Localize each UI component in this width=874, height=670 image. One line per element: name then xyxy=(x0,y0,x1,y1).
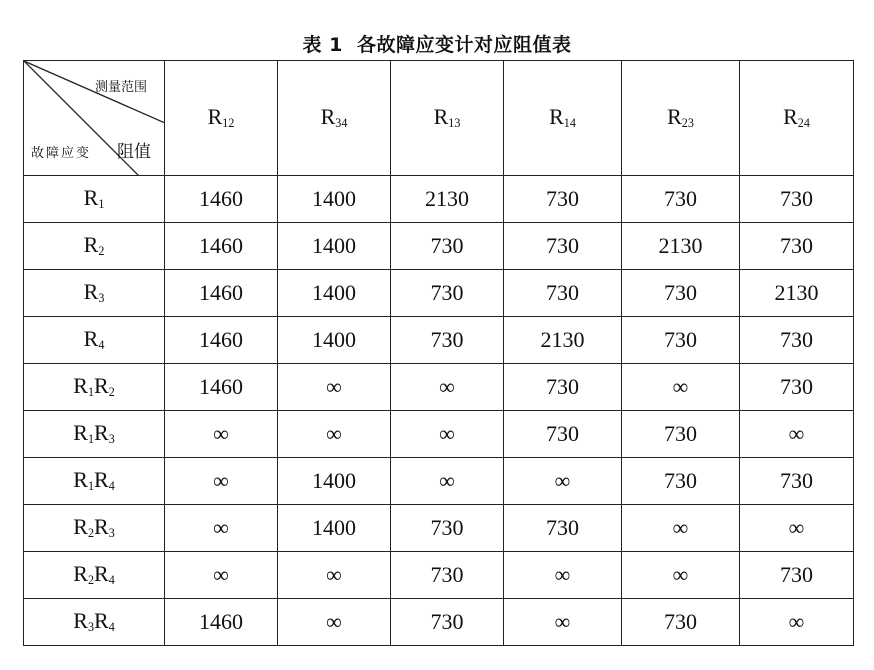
value-cell: ∞ xyxy=(165,411,278,458)
value-cell: 730 xyxy=(504,411,622,458)
value-cell: 1400 xyxy=(278,270,391,317)
table-row xyxy=(24,223,854,270)
r-symbol: R xyxy=(73,514,88,540)
value-cell: 730 xyxy=(391,223,504,270)
value-cell: 730 xyxy=(504,223,622,270)
value-cell: 730 xyxy=(740,176,854,223)
r-symbol: R xyxy=(94,561,109,587)
column-header xyxy=(622,61,740,176)
value-cell: 2130 xyxy=(504,317,622,364)
r-subscript: 2 xyxy=(87,573,94,588)
value-cell: 730 xyxy=(504,364,622,411)
r-symbol: R xyxy=(549,104,564,130)
value-cell: ∞ xyxy=(622,505,740,552)
r-subscript: 23 xyxy=(681,116,694,131)
column-header xyxy=(504,61,622,176)
value-cell: 730 xyxy=(504,176,622,223)
r-subscript: 4 xyxy=(108,479,115,494)
value-cell: ∞ xyxy=(165,505,278,552)
r-subscript: 13 xyxy=(448,116,461,131)
r-symbol: R xyxy=(320,104,336,130)
value-cell: ∞ xyxy=(278,411,391,458)
row-header xyxy=(24,176,165,223)
value-cell: ∞ xyxy=(278,599,391,646)
r-subscript: 4 xyxy=(108,573,115,588)
value-cell: 730 xyxy=(504,505,622,552)
r-symbol: R xyxy=(94,608,109,634)
value-cell: 730 xyxy=(391,599,504,646)
value-cell: 730 xyxy=(391,552,504,599)
table-title: 表 1 各故障应变计对应阻值表 xyxy=(302,34,572,56)
r-symbol: R xyxy=(94,373,109,399)
r-subscript: 1 xyxy=(87,432,94,447)
value-cell: 1460 xyxy=(165,599,278,646)
r-symbol: R xyxy=(73,561,88,587)
value-cell: ∞ xyxy=(504,552,622,599)
row-header xyxy=(24,364,165,411)
value-cell: ∞ xyxy=(740,411,854,458)
row-header xyxy=(24,599,165,646)
r-subscript: 3 xyxy=(108,526,115,541)
table-row xyxy=(24,317,854,364)
table-row xyxy=(24,599,854,646)
r-subscript: 1 xyxy=(87,479,94,494)
column-header xyxy=(278,61,391,176)
table-row xyxy=(24,364,854,411)
value-cell: 730 xyxy=(622,599,740,646)
table-row xyxy=(24,552,854,599)
row-header xyxy=(24,317,165,364)
r-symbol: R xyxy=(667,104,682,130)
value-cell: 1400 xyxy=(278,223,391,270)
r-symbol: R xyxy=(783,104,798,130)
r-subscript: 4 xyxy=(98,338,105,353)
r-subscript: 3 xyxy=(87,620,94,635)
corner-cell xyxy=(24,61,165,176)
column-header xyxy=(165,61,278,176)
corner-label-fault-gauge: 故障应变 xyxy=(31,146,92,161)
table-body xyxy=(24,61,854,646)
r-symbol: R xyxy=(83,232,99,258)
value-cell: ∞ xyxy=(278,552,391,599)
r-symbol: R xyxy=(207,104,223,130)
value-cell: 1400 xyxy=(278,458,391,505)
column-header xyxy=(391,61,504,176)
value-cell: ∞ xyxy=(165,458,278,505)
table-row xyxy=(24,176,854,223)
value-cell: 730 xyxy=(622,317,740,364)
value-cell: 730 xyxy=(740,317,854,364)
value-cell: 2130 xyxy=(740,270,854,317)
header-row xyxy=(24,61,854,176)
r-subscript: 14 xyxy=(563,116,576,131)
table-row xyxy=(24,411,854,458)
table-row xyxy=(24,270,854,317)
value-cell: 730 xyxy=(622,270,740,317)
value-cell: ∞ xyxy=(740,599,854,646)
value-cell: 2130 xyxy=(622,223,740,270)
r-subscript: 2 xyxy=(98,244,105,259)
r-symbol: R xyxy=(83,185,99,211)
r-subscript: 12 xyxy=(222,116,235,131)
column-header xyxy=(740,61,854,176)
r-symbol: R xyxy=(73,467,88,493)
r-subscript: 34 xyxy=(335,116,348,131)
r-subscript: 4 xyxy=(108,620,115,635)
value-cell: 730 xyxy=(391,317,504,364)
value-cell: ∞ xyxy=(278,364,391,411)
value-cell: 730 xyxy=(622,458,740,505)
value-cell: 730 xyxy=(740,458,854,505)
value-cell: ∞ xyxy=(391,411,504,458)
value-cell: 1460 xyxy=(165,317,278,364)
value-cell: 730 xyxy=(622,411,740,458)
row-header xyxy=(24,505,165,552)
value-cell: 730 xyxy=(391,270,504,317)
r-symbol: R xyxy=(73,608,88,634)
r-symbol: R xyxy=(94,514,109,540)
value-cell: ∞ xyxy=(622,364,740,411)
r-subscript: 3 xyxy=(108,432,115,447)
row-header xyxy=(24,458,165,505)
r-subscript: 1 xyxy=(87,385,94,400)
row-header xyxy=(24,411,165,458)
value-cell: 730 xyxy=(622,176,740,223)
value-cell: 1460 xyxy=(165,176,278,223)
resistance-table xyxy=(23,60,854,646)
value-cell: 1460 xyxy=(165,223,278,270)
value-cell: ∞ xyxy=(391,458,504,505)
r-subscript: 24 xyxy=(797,116,810,131)
value-cell: 730 xyxy=(740,223,854,270)
value-cell: 730 xyxy=(740,552,854,599)
row-header xyxy=(24,223,165,270)
r-symbol: R xyxy=(94,467,109,493)
value-cell: ∞ xyxy=(504,458,622,505)
row-header xyxy=(24,270,165,317)
value-cell: ∞ xyxy=(622,552,740,599)
value-cell: 730 xyxy=(391,505,504,552)
value-cell: ∞ xyxy=(740,505,854,552)
value-cell: 1460 xyxy=(165,270,278,317)
value-cell: 1400 xyxy=(278,176,391,223)
row-header xyxy=(24,552,165,599)
table-row xyxy=(24,458,854,505)
r-symbol: R xyxy=(73,373,88,399)
r-symbol: R xyxy=(73,420,88,446)
r-subscript: 2 xyxy=(108,385,115,400)
value-cell: 2130 xyxy=(391,176,504,223)
value-cell: 1400 xyxy=(278,505,391,552)
value-cell: ∞ xyxy=(391,364,504,411)
r-symbol: R xyxy=(83,279,99,305)
r-subscript: 3 xyxy=(98,291,105,306)
r-symbol: R xyxy=(433,104,449,130)
value-cell: ∞ xyxy=(504,599,622,646)
corner-label-measure-range: 测量范围 xyxy=(95,80,148,95)
value-cell: 1460 xyxy=(165,364,278,411)
r-subscript: 2 xyxy=(87,526,94,541)
value-cell: 730 xyxy=(740,364,854,411)
value-cell: 730 xyxy=(504,270,622,317)
table-row xyxy=(24,505,854,552)
r-symbol: R xyxy=(83,326,99,352)
value-cell: 1400 xyxy=(278,317,391,364)
r-subscript: 1 xyxy=(98,197,105,212)
corner-label-resistance: 阻值 xyxy=(117,142,151,162)
r-symbol: R xyxy=(94,420,109,446)
value-cell: ∞ xyxy=(165,552,278,599)
